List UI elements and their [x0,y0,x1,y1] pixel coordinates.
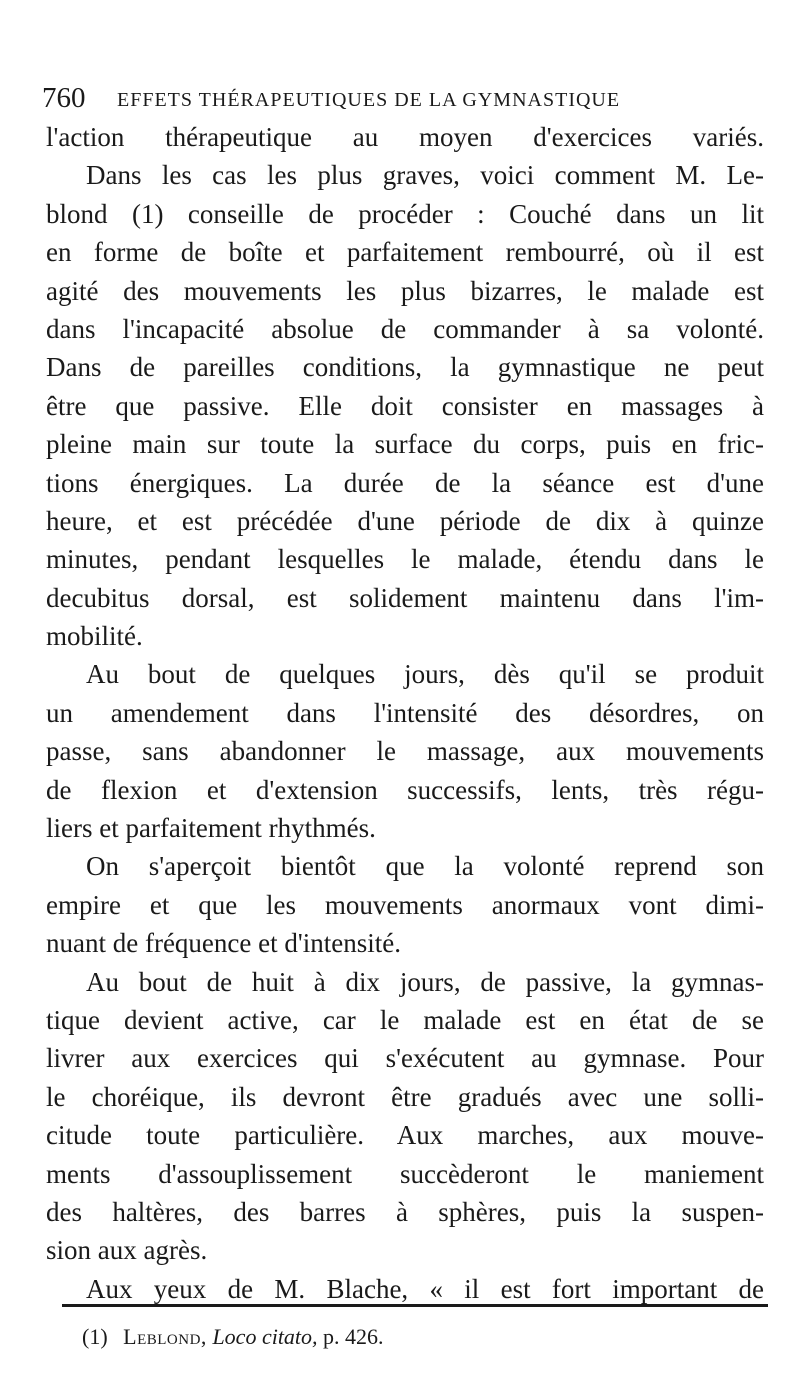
text-line: blond (1) conseille de procéder : Couché dans un lit [46,198,764,229]
body-text [46,118,764,1308]
footnote-marker: (1) [82,1324,108,1349]
text-line: un amendement dans l'intensité des désordres, on [46,697,764,728]
text-line: de flexion et d'extension successifs, lents, très régu- [46,774,764,805]
paragraph-end-line: mobilité. [46,621,143,652]
footnote-work: Loco citato, [212,1324,318,1349]
text-line: livrer aux exercices qui s'exécutent au gymnase. Pour [46,1043,764,1074]
paragraph-end-line: sion aux agrès. [46,1235,208,1266]
text-line: être que passive. Elle doit consister en massages à [46,390,764,421]
text-line: tique devient active, car le malade est en état de se [46,1004,764,1035]
paragraph-start-line: Au bout de huit à dix jours, de passive, la gymnas- [86,966,764,997]
paragraph-end-line: liers et parfaitement rhythmés. [46,813,376,844]
text-line: pleine main sur toute la surface du corps, puis en fric- [46,429,764,460]
paragraph-start-line: On s'aperçoit bientôt que la volonté reprend son [86,851,764,882]
footnote-author: Leblond, [123,1324,207,1349]
page-header [42,80,742,120]
text-line: passe, sans abandonner le massage, aux mouvements [46,736,764,767]
paragraph-end-line: nuant de fréquence et d'intensité. [46,928,401,959]
footnote-rule [62,1304,768,1307]
text-line: tions énergiques. La durée de la séance est d'une [46,467,764,498]
running-title: EFFETS THÉRAPEUTIQUES DE LA GYMNASTIQUE [117,89,621,111]
footnote-page: p. 426. [323,1324,384,1349]
text-line: decubitus dorsal, est solidement maintenu dans l'im- [46,582,764,613]
footnote [82,1322,384,1352]
paragraph-start-line: Au bout de quelques jours, dès qu'il se produit [86,659,764,690]
text-line: heure, et est précédée d'une période de dix à quinze [46,505,764,536]
text-line: minutes, pendant lesquelles le malade, étendu dans le [46,544,764,575]
text-line: des haltères, des barres à sphères, puis la suspen- [46,1196,764,1227]
text-line: citude toute particulière. Aux marches, aux mouve- [46,1120,764,1151]
text-line: ments d'assouplissement succèderont le maniement [46,1158,764,1189]
text-line: le choréique, ils devront être gradués avec une solli- [46,1081,764,1112]
page-number: 760 [42,82,86,114]
text-line: l'action thérapeutique au moyen d'exercices variés. [46,122,764,152]
text-line: Dans de pareilles conditions, la gymnastique ne peut [46,352,764,383]
text-line: empire et que les mouvements anormaux vont dimi- [46,889,764,920]
paragraph-start-line: Dans les cas les plus graves, voici comment M. Le- [86,160,764,191]
text-line: agité des mouvements les plus bizarres, le malade est [46,275,764,306]
text-line: dans l'incapacité absolue de commander à sa volonté. [46,313,764,344]
text-line: en forme de boîte et parfaitement rembourré, où il est [46,237,764,268]
paragraph-start-line: Aux yeux de M. Blache, « il est fort important de [86,1273,764,1304]
